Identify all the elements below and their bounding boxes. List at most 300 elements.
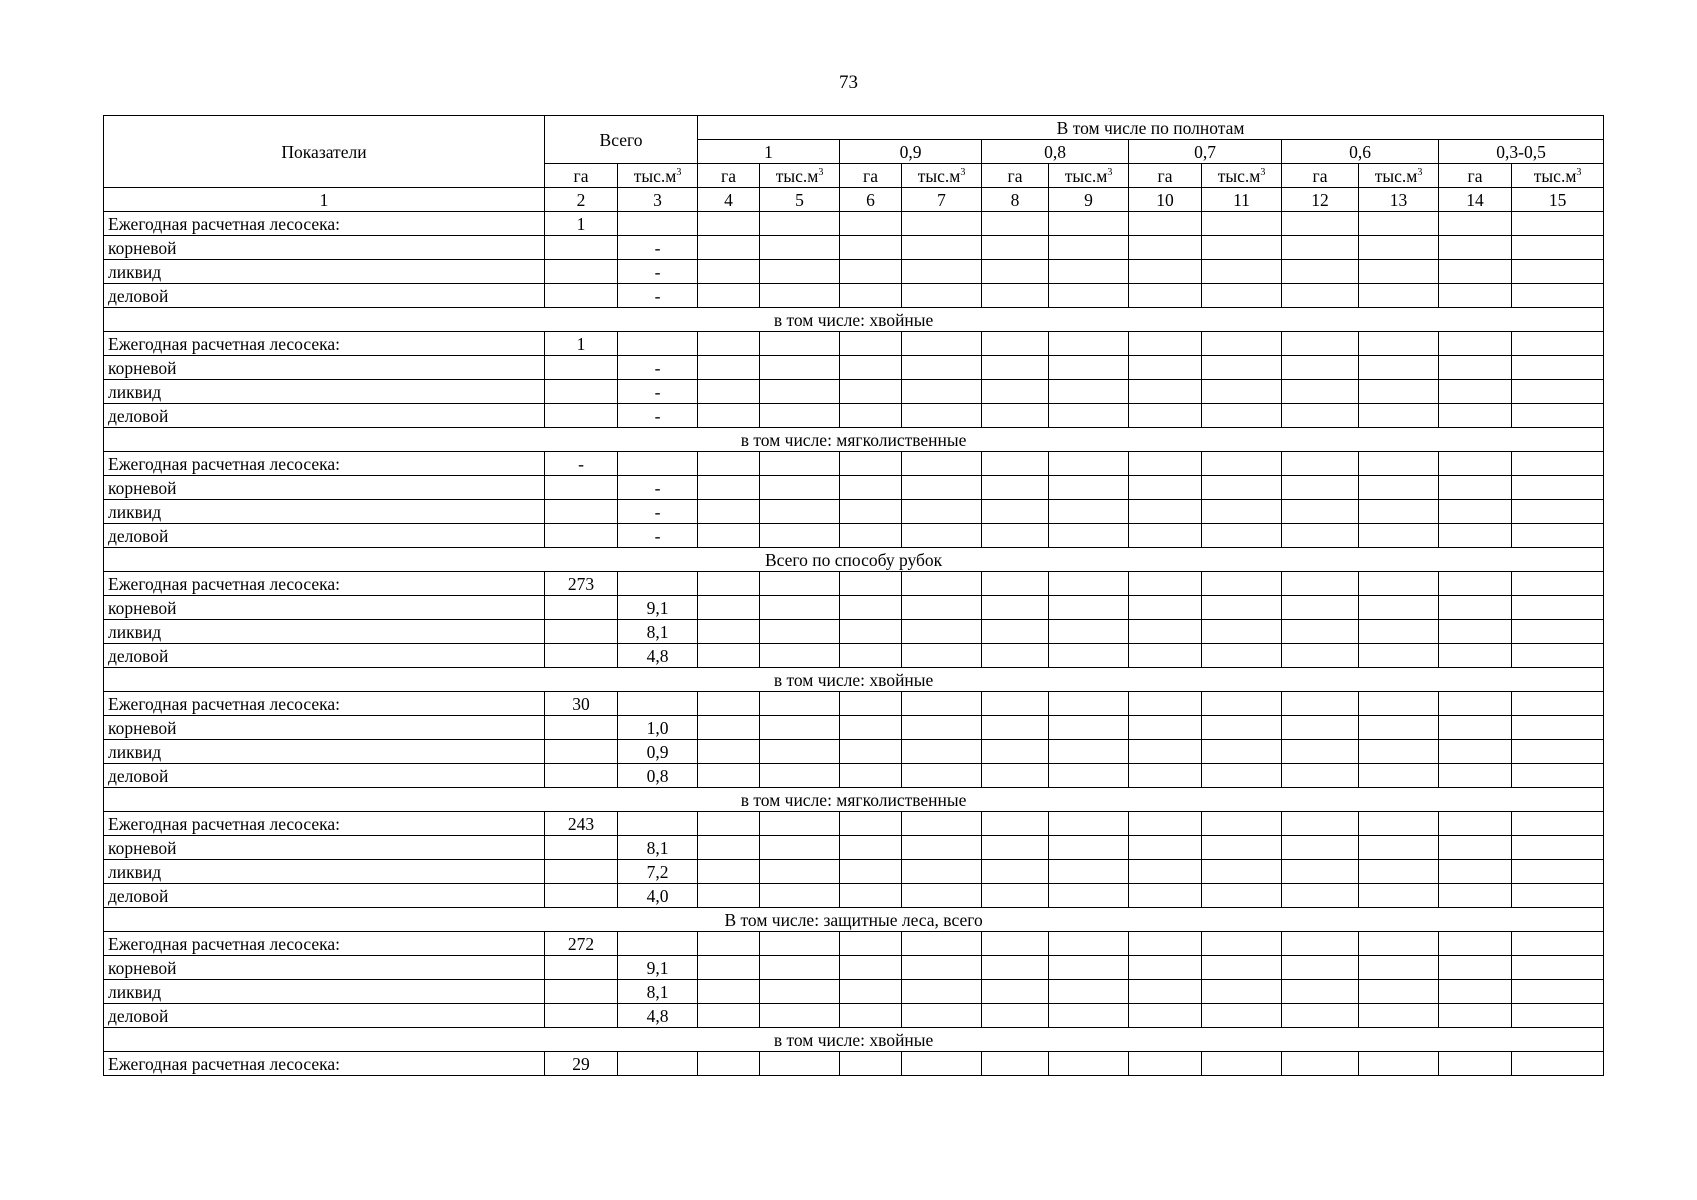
cell-empty [1049, 980, 1129, 1004]
cell-empty [840, 452, 902, 476]
cell-empty [1512, 236, 1604, 260]
table-row [104, 404, 1604, 428]
cell-total-volume [618, 932, 698, 956]
cell-empty [902, 236, 982, 260]
section-row [104, 788, 1604, 812]
cell-empty [1439, 860, 1512, 884]
cell-empty [902, 572, 982, 596]
cell-empty [1049, 356, 1129, 380]
cell-empty [982, 332, 1049, 356]
cell-empty [1439, 716, 1512, 740]
cell-empty [1282, 1052, 1359, 1076]
cell-empty [1512, 356, 1604, 380]
cell-empty [1359, 716, 1439, 740]
cell-empty [902, 812, 982, 836]
cell-empty [902, 380, 982, 404]
cell-empty [1049, 860, 1129, 884]
header-unit-area: га [1282, 164, 1359, 188]
section-title: В том числе: защитные леса, всего [104, 908, 1604, 932]
cell-empty [760, 572, 840, 596]
cell-empty [902, 956, 982, 980]
cell-total-volume: - [618, 236, 698, 260]
cell-empty [902, 500, 982, 524]
table-row [104, 836, 1604, 860]
table-row [104, 476, 1604, 500]
cell-empty [1439, 260, 1512, 284]
column-number: 13 [1359, 188, 1439, 212]
row-label: деловой [104, 644, 545, 668]
unit-volume-text: тыс.м [775, 165, 819, 186]
cell-empty [698, 572, 760, 596]
cell-total-ha [545, 740, 618, 764]
cell-empty [1359, 620, 1439, 644]
cell-empty [840, 380, 902, 404]
cell-empty [1129, 740, 1202, 764]
cell-empty [1512, 644, 1604, 668]
cell-empty [760, 1052, 840, 1076]
row-label: ликвид [104, 740, 545, 764]
cell-empty [698, 260, 760, 284]
cell-empty [902, 860, 982, 884]
table-row [104, 236, 1604, 260]
column-number: 10 [1129, 188, 1202, 212]
cell-total-volume: - [618, 284, 698, 308]
cell-empty [1512, 932, 1604, 956]
cell-empty [840, 212, 902, 236]
cell-empty [1439, 980, 1512, 1004]
cell-empty [1359, 476, 1439, 500]
cell-empty [1439, 884, 1512, 908]
cell-empty [698, 356, 760, 380]
cell-empty [1049, 884, 1129, 908]
cell-empty [840, 980, 902, 1004]
cell-empty [1202, 212, 1282, 236]
cell-empty [1049, 764, 1129, 788]
cell-total-volume [618, 332, 698, 356]
cell-empty [1439, 932, 1512, 956]
cell-total-ha [545, 716, 618, 740]
cell-empty [1202, 356, 1282, 380]
cell-empty [760, 1004, 840, 1028]
cell-empty [1202, 596, 1282, 620]
header-density: 0,8 [982, 140, 1129, 164]
cell-empty [760, 644, 840, 668]
cell-empty [698, 740, 760, 764]
cell-empty [698, 1004, 760, 1028]
cell-empty [760, 764, 840, 788]
cell-empty [760, 236, 840, 260]
header-unit-area: га [840, 164, 902, 188]
cell-empty [1512, 284, 1604, 308]
cell-empty [1202, 644, 1282, 668]
cell-empty [1202, 956, 1282, 980]
cell-empty [1049, 716, 1129, 740]
cell-total-volume: - [618, 500, 698, 524]
table-row [104, 620, 1604, 644]
cell-empty [1512, 1004, 1604, 1028]
cell-empty [1359, 524, 1439, 548]
cell-empty [1129, 1004, 1202, 1028]
column-number: 3 [618, 188, 698, 212]
cell-empty [1359, 596, 1439, 620]
cell-empty [760, 620, 840, 644]
cell-empty [1359, 836, 1439, 860]
cell-empty [1129, 500, 1202, 524]
row-label: ликвид [104, 860, 545, 884]
cell-total-volume: 9,1 [618, 956, 698, 980]
cell-total-ha [545, 956, 618, 980]
cell-empty [1359, 740, 1439, 764]
header-unit-area: га [698, 164, 760, 188]
cell-total-volume: 4,8 [618, 1004, 698, 1028]
cell-empty [1202, 572, 1282, 596]
cell-empty [902, 884, 982, 908]
cell-empty [760, 860, 840, 884]
cell-empty [1049, 500, 1129, 524]
cell-empty [1282, 860, 1359, 884]
cell-empty [1439, 692, 1512, 716]
cell-empty [840, 1052, 902, 1076]
cell-total-volume: 8,1 [618, 836, 698, 860]
cell-empty [1439, 332, 1512, 356]
cell-total-ha [545, 260, 618, 284]
cell-empty [982, 452, 1049, 476]
cell-empty [1049, 452, 1129, 476]
cell-empty [698, 380, 760, 404]
row-label: корневой [104, 356, 545, 380]
unit-volume-exponent: 3 [676, 166, 682, 178]
cell-total-ha [545, 620, 618, 644]
cell-empty [1202, 716, 1282, 740]
cell-empty [1439, 524, 1512, 548]
cell-total-volume: - [618, 476, 698, 500]
table-row [104, 452, 1604, 476]
row-label: ликвид [104, 980, 545, 1004]
cell-empty [698, 956, 760, 980]
cell-empty [1282, 236, 1359, 260]
cell-empty [1512, 620, 1604, 644]
cell-empty [902, 980, 982, 1004]
cell-empty [1202, 284, 1282, 308]
header-indicators: Показатели [104, 116, 545, 188]
cell-empty [1129, 860, 1202, 884]
cell-empty [1439, 644, 1512, 668]
section-row [104, 308, 1604, 332]
cell-total-volume [618, 572, 698, 596]
cell-empty [982, 884, 1049, 908]
cell-empty [1049, 1004, 1129, 1028]
table-row [104, 260, 1604, 284]
cell-empty [1359, 980, 1439, 1004]
cell-empty [1129, 260, 1202, 284]
row-label: корневой [104, 836, 545, 860]
row-label: Ежегодная расчетная лесосека: [104, 932, 545, 956]
cell-empty [1049, 572, 1129, 596]
cell-empty [902, 356, 982, 380]
cell-empty [1359, 452, 1439, 476]
header-density: 0,9 [840, 140, 982, 164]
cell-total-volume: - [618, 524, 698, 548]
cell-total-ha [545, 476, 618, 500]
cell-empty [902, 620, 982, 644]
cell-empty [1129, 980, 1202, 1004]
felling-table [103, 115, 1604, 1076]
row-label: Ежегодная расчетная лесосека: [104, 452, 545, 476]
cell-empty [982, 212, 1049, 236]
unit-volume-exponent: 3 [1576, 166, 1582, 178]
cell-empty [760, 500, 840, 524]
section-row [104, 548, 1604, 572]
column-number: 7 [902, 188, 982, 212]
cell-empty [1512, 476, 1604, 500]
cell-total-volume: 4,8 [618, 644, 698, 668]
cell-empty [1512, 572, 1604, 596]
row-label: корневой [104, 956, 545, 980]
cell-total-ha [545, 380, 618, 404]
cell-empty [698, 452, 760, 476]
cell-empty [760, 452, 840, 476]
column-number: 4 [698, 188, 760, 212]
table-row [104, 380, 1604, 404]
table-row [104, 644, 1604, 668]
cell-empty [1129, 332, 1202, 356]
cell-empty [1282, 452, 1359, 476]
header-unit-volume [618, 164, 698, 188]
cell-empty [1512, 1052, 1604, 1076]
cell-empty [840, 716, 902, 740]
cell-empty [1129, 452, 1202, 476]
cell-empty [760, 332, 840, 356]
row-label: деловой [104, 404, 545, 428]
cell-empty [982, 236, 1049, 260]
header-density-group: В том числе по полнотам [698, 116, 1604, 140]
cell-empty [1202, 764, 1282, 788]
cell-empty [760, 356, 840, 380]
row-label: ликвид [104, 380, 545, 404]
cell-empty [1049, 644, 1129, 668]
cell-empty [1282, 404, 1359, 428]
cell-empty [982, 692, 1049, 716]
column-number: 1 [104, 188, 545, 212]
cell-empty [1359, 956, 1439, 980]
row-label: ликвид [104, 500, 545, 524]
column-number: 15 [1512, 188, 1604, 212]
cell-empty [982, 812, 1049, 836]
unit-volume-text: тыс.м [1217, 165, 1261, 186]
cell-empty [982, 860, 1049, 884]
cell-empty [1439, 500, 1512, 524]
cell-total-volume: - [618, 356, 698, 380]
cell-total-ha [545, 356, 618, 380]
cell-empty [1359, 932, 1439, 956]
page-number: 73 [839, 72, 858, 93]
cell-empty [1282, 692, 1359, 716]
cell-empty [698, 860, 760, 884]
cell-empty [1359, 860, 1439, 884]
cell-empty [1512, 332, 1604, 356]
cell-total-volume: 8,1 [618, 980, 698, 1004]
cell-empty [1512, 956, 1604, 980]
cell-empty [1439, 212, 1512, 236]
cell-empty [698, 212, 760, 236]
cell-total-volume: - [618, 404, 698, 428]
cell-empty [1049, 836, 1129, 860]
table-row [104, 524, 1604, 548]
cell-empty [840, 1004, 902, 1028]
cell-empty [1049, 524, 1129, 548]
cell-empty [698, 644, 760, 668]
cell-empty [1359, 500, 1439, 524]
cell-empty [1359, 644, 1439, 668]
cell-empty [1202, 1052, 1282, 1076]
cell-empty [1282, 932, 1359, 956]
row-label: корневой [104, 716, 545, 740]
table-row [104, 572, 1604, 596]
cell-empty [982, 476, 1049, 500]
cell-empty [1202, 452, 1282, 476]
cell-empty [760, 596, 840, 620]
cell-empty [1202, 524, 1282, 548]
cell-empty [760, 260, 840, 284]
cell-empty [698, 692, 760, 716]
section-row [104, 908, 1604, 932]
cell-empty [1512, 596, 1604, 620]
table-row [104, 500, 1604, 524]
cell-empty [760, 404, 840, 428]
cell-empty [1439, 956, 1512, 980]
cell-empty [982, 260, 1049, 284]
cell-empty [1129, 812, 1202, 836]
section-title: Всего по способу рубок [104, 548, 1604, 572]
cell-empty [1282, 812, 1359, 836]
header-density: 0,7 [1129, 140, 1282, 164]
cell-empty [1282, 380, 1359, 404]
cell-empty [698, 932, 760, 956]
cell-empty [1049, 932, 1129, 956]
header-unit-area: га [1439, 164, 1512, 188]
cell-empty [1049, 692, 1129, 716]
row-label: Ежегодная расчетная лесосека: [104, 572, 545, 596]
cell-empty [1202, 332, 1282, 356]
cell-empty [1049, 404, 1129, 428]
cell-total-ha [545, 1004, 618, 1028]
cell-empty [1439, 380, 1512, 404]
row-label: деловой [104, 524, 545, 548]
section-row [104, 668, 1604, 692]
cell-empty [840, 932, 902, 956]
cell-empty [698, 332, 760, 356]
cell-empty [1512, 884, 1604, 908]
cell-empty [1129, 836, 1202, 860]
cell-empty [1049, 212, 1129, 236]
cell-empty [902, 932, 982, 956]
cell-empty [982, 380, 1049, 404]
cell-empty [1049, 236, 1129, 260]
cell-empty [760, 284, 840, 308]
cell-empty [1359, 284, 1439, 308]
table-row [104, 596, 1604, 620]
cell-empty [1202, 884, 1282, 908]
cell-empty [1439, 836, 1512, 860]
cell-empty [840, 644, 902, 668]
cell-empty [698, 524, 760, 548]
column-number: 5 [760, 188, 840, 212]
cell-empty [760, 980, 840, 1004]
cell-empty [982, 284, 1049, 308]
row-label: Ежегодная расчетная лесосека: [104, 812, 545, 836]
cell-total-ha [545, 524, 618, 548]
cell-empty [1129, 956, 1202, 980]
cell-empty [1049, 332, 1129, 356]
cell-total-volume [618, 1052, 698, 1076]
cell-empty [1359, 692, 1439, 716]
row-label: деловой [104, 284, 545, 308]
cell-empty [1512, 692, 1604, 716]
cell-empty [902, 284, 982, 308]
table-row [104, 884, 1604, 908]
cell-empty [1512, 716, 1604, 740]
cell-empty [840, 500, 902, 524]
row-label: деловой [104, 764, 545, 788]
cell-empty [698, 404, 760, 428]
cell-empty [1512, 836, 1604, 860]
cell-empty [1359, 260, 1439, 284]
cell-empty [840, 836, 902, 860]
cell-empty [1202, 404, 1282, 428]
cell-empty [1439, 284, 1512, 308]
cell-empty [1129, 932, 1202, 956]
cell-empty [1439, 1052, 1512, 1076]
cell-empty [1049, 1052, 1129, 1076]
cell-empty [1129, 524, 1202, 548]
cell-empty [840, 332, 902, 356]
cell-total-ha [545, 596, 618, 620]
cell-total-volume [618, 812, 698, 836]
column-number: 2 [545, 188, 618, 212]
cell-empty [982, 1052, 1049, 1076]
header-unit-volume [1202, 164, 1282, 188]
cell-empty [902, 404, 982, 428]
cell-empty [760, 932, 840, 956]
cell-empty [1282, 1004, 1359, 1028]
cell-empty [1512, 740, 1604, 764]
cell-empty [698, 812, 760, 836]
cell-empty [1282, 620, 1359, 644]
cell-empty [840, 476, 902, 500]
cell-empty [1049, 740, 1129, 764]
header-density: 0,3-0,5 [1439, 140, 1604, 164]
table-row [104, 1052, 1604, 1076]
cell-empty [760, 740, 840, 764]
cell-empty [1512, 404, 1604, 428]
cell-empty [760, 524, 840, 548]
cell-empty [1439, 452, 1512, 476]
cell-total-ha [545, 236, 618, 260]
cell-empty [902, 1052, 982, 1076]
cell-empty [982, 644, 1049, 668]
cell-empty [1282, 764, 1359, 788]
cell-empty [1049, 476, 1129, 500]
cell-empty [1439, 620, 1512, 644]
cell-empty [840, 860, 902, 884]
cell-total-volume: 0,8 [618, 764, 698, 788]
cell-total-volume: 4,0 [618, 884, 698, 908]
table-row [104, 356, 1604, 380]
unit-volume-exponent: 3 [960, 166, 966, 178]
column-number: 14 [1439, 188, 1512, 212]
cell-empty [1282, 884, 1359, 908]
cell-empty [1282, 572, 1359, 596]
